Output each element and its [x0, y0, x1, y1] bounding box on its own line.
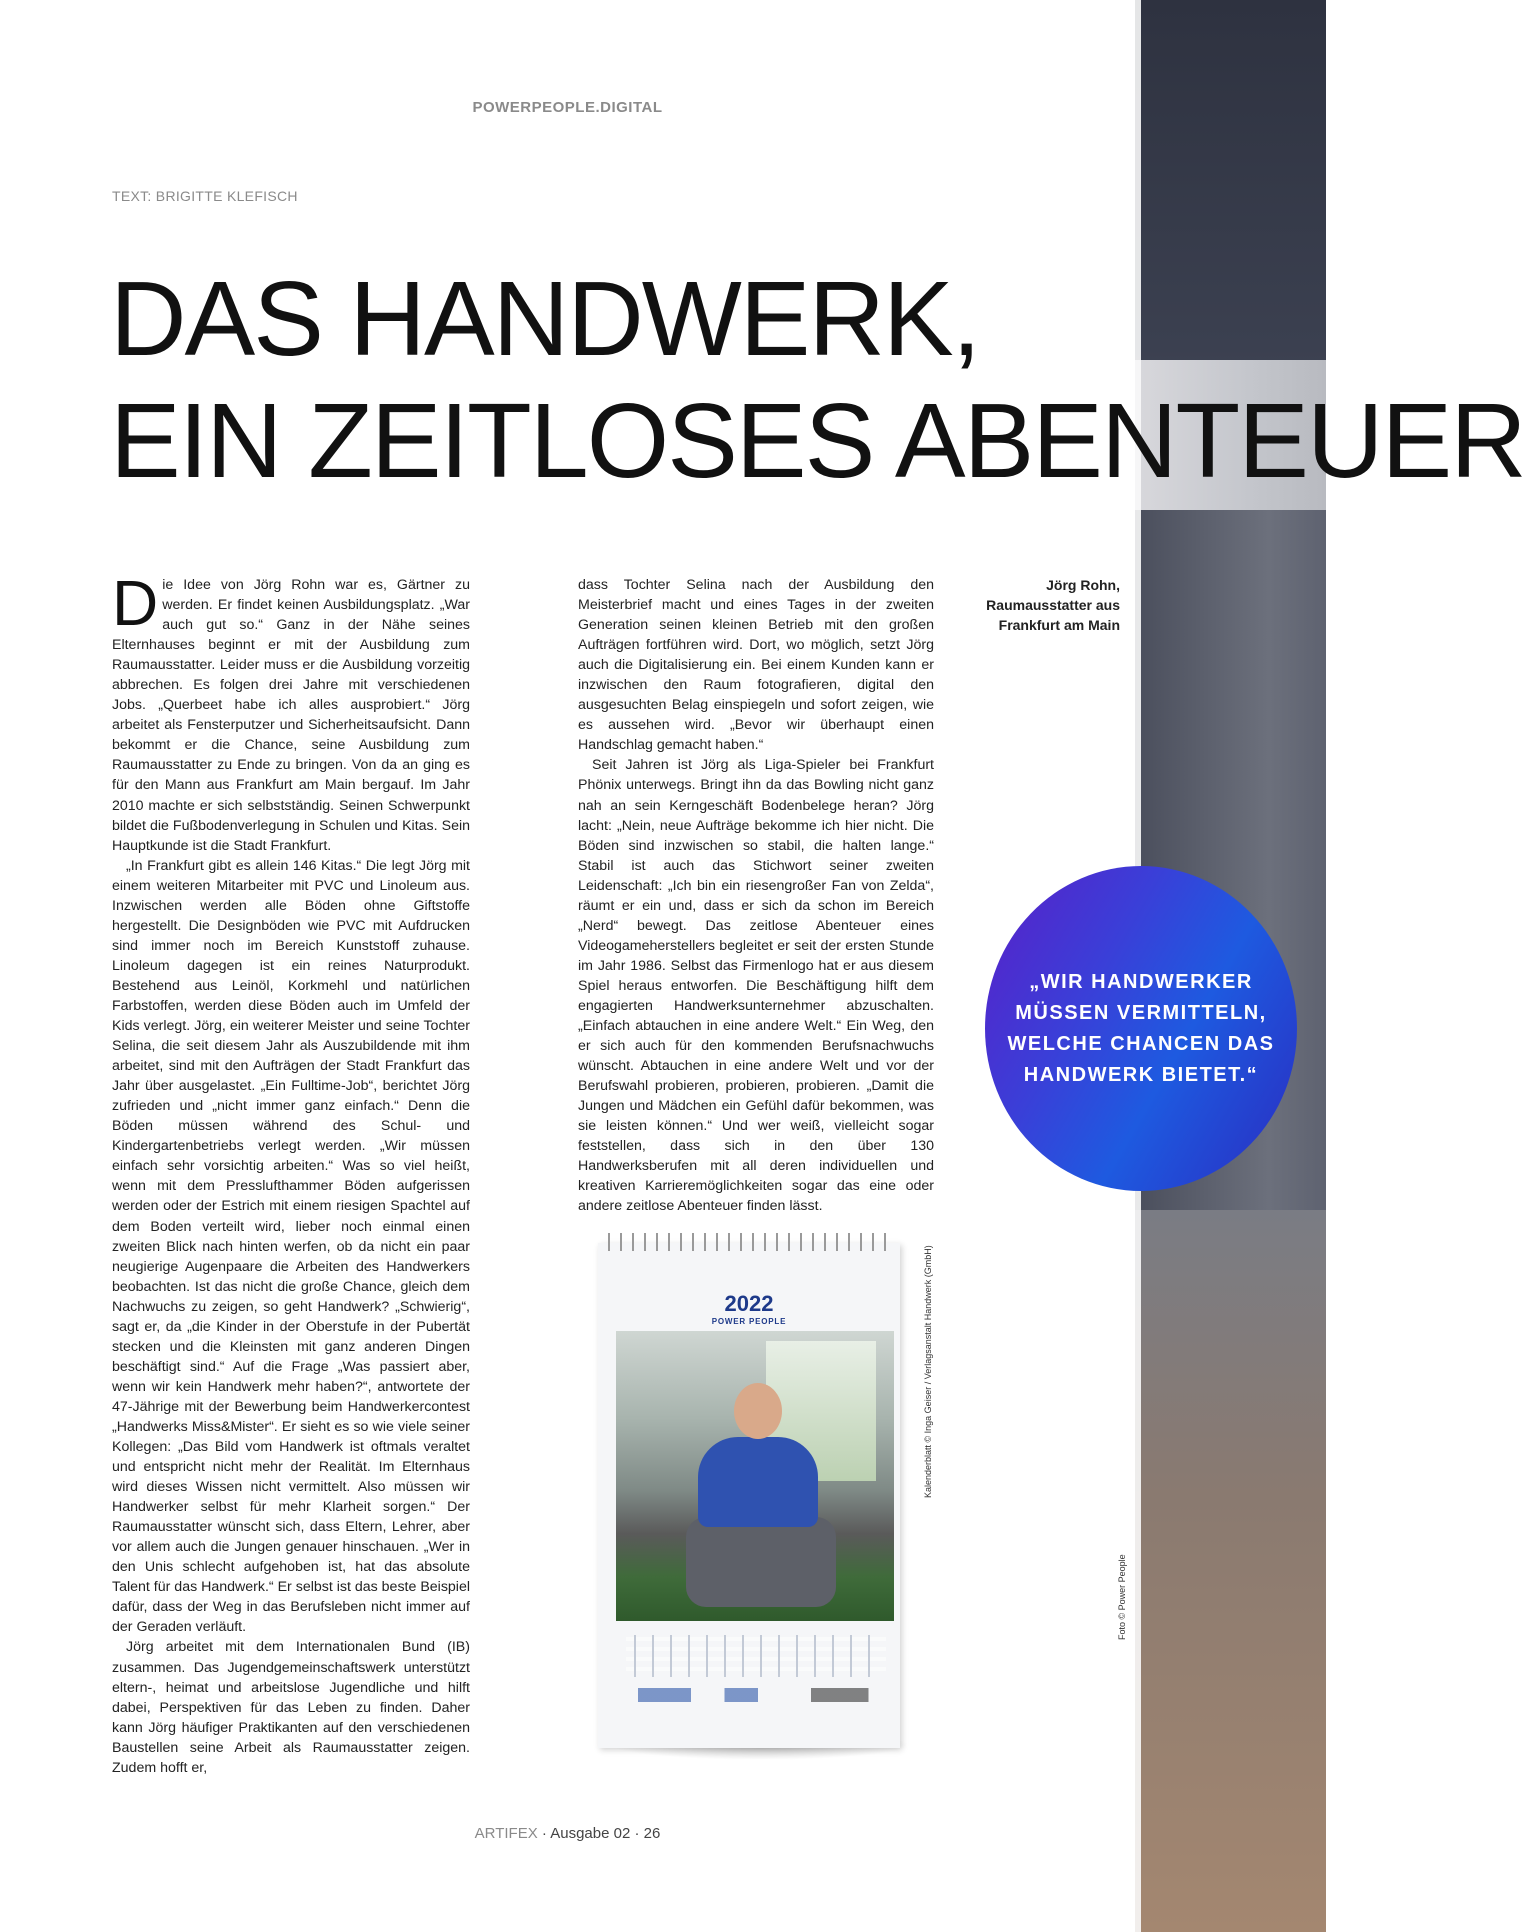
pull-quote-text: „WIR HANDWERKER MÜSSEN VERMITTELN, WELCHE CHANCEN DAS HANDWERK BIETET.“ — [1007, 970, 1275, 1086]
photo-person-head — [734, 1383, 782, 1439]
pull-quote — [985, 866, 1297, 1191]
article-column-1 — [112, 567, 471, 1778]
title-line-1: DAS HANDWERK, — [110, 260, 980, 378]
paragraph: Jörg arbeitet mit dem Internationalen Bund (IB) zusammen. Das Jugendgemeinschaftswerk unterstützt eltern-, heimat und arbeitslose Jugendliche und hilft dabei, Perspektiven für das Leben zu finden. Daher kann Jörg häufiger Praktikanten auf den verschiedenen Baustellen seine Arbeit als Raumausstatter zeigen. Zudem hofft er, — [112, 1639, 470, 1776]
caption-line: Frankfurt am Main — [998, 617, 1120, 633]
calendar-credit: Kalenderblatt © Inga Geiser / Verlagsanstalt Handwerk (GmbH) — [923, 1245, 933, 1498]
calendar-photo — [616, 1331, 894, 1621]
article-column-2 — [578, 575, 934, 1217]
page-footer — [0, 1825, 1135, 1842]
paragraph — [112, 567, 470, 856]
calendar-binding-rings — [602, 1233, 896, 1251]
photo-credit: Foto © Power People — [1117, 1554, 1127, 1640]
calendar-subtitle: POWER PEOPLE — [711, 1317, 787, 1326]
author-credit: TEXT: BRIGITTE KLEFISCH — [112, 188, 298, 204]
photo-person-body — [698, 1437, 818, 1527]
calendar-image — [590, 1225, 920, 1760]
dropcap: D — [112, 567, 159, 639]
calendar-year: 2022 — [724, 1291, 774, 1316]
photo-caption — [960, 575, 1120, 635]
caption-line: Raumausstatter aus — [986, 597, 1120, 613]
calendar-page — [598, 1243, 900, 1748]
paragraph: dass Tochter Selina nach der Ausbildung den Meisterbrief macht und eines Tages in der zweiten Generation seinen kleinen Betrieb mit den großen Aufträgen fortführen wird. Dort, wo möglich, setzt Jörg auch die Digitalisierung ein. Bei einem Kunden kann er inzwischen den Raum fotografieren, digital den ausgesuchten Belag einspiegeln und sofort zeigen, wie es aussehen wird. „Bevor wir überhaupt einen Handschlag gemacht haben.“ — [578, 577, 934, 754]
title-line-2: EIN ZEITLOSES ABENTEUER — [110, 382, 1525, 500]
publication-header: POWERPEOPLE.DIGITAL — [472, 99, 663, 116]
calendar-sponsor-logos — [638, 1688, 878, 1702]
footer-brand: ARTIFEX — [474, 1825, 538, 1842]
photo-person-legs — [686, 1517, 836, 1607]
calendar-month-grid — [626, 1635, 886, 1677]
footer-issue: · Ausgabe 02 · 26 — [537, 1825, 661, 1842]
paragraph: „In Frankfurt gibt es allein 146 Kitas.“ Die legt Jörg mit einem weiteren Mitarbeiter mit PVC und Linoleum aus. Inzwischen werden alle Böden ohne Giftstoffe hergestellt. Die Designböden wie PVC mit Aufdrucken sind immer noch im Bereich Kunststoff zuhause. Linoleum dagegen ist ein reines Naturprodukt. Bestehend aus Leinöl, Korkmehl und natürlichen Farbstoffen, werden diese Böden auch im Umfeld der Kids verlegt. Jörg, ein weiterer Meister und seine Tochter Selina, die seit diesem Jahr als Auszubildende mit ihm arbeitet, sind mit den Aufträgen der Stadt Frankfurt das Jahr über ausgelastet. „Ein Fulltime-Job“, berichtet Jörg zufrieden und „nicht immer ganz einfach.“ Denn die Böden müssen während des Schul- und Kindergartenbetriebs verlegt werden. „Wir müssen einfach sehr vorsichtig arbeiten.“ Was so viel heißt, wenn mit dem Presslufthammer Böden aufgerissen werden oder der Estrich mit einem riesigen Spachtel auf dem Boden verteilt wird, lieber noch einmal einen zweiten Blick nach hinten werfen, ob da nicht ein paar neugierige Augenpaare die Arbeiten des Handwerkers beobachten. Ist das nicht die große Chance, gleich dem Nachwuchs zu zeigen, so geht Handwerk? „Schwierig“, sagt er, da „die Kinder in der Oberstufe in der Pubertät stecken und die Kleinsten mit ganz anderen Dingen beschäftigt sind.“ Auf die Frage „Was passiert aber, wenn wir kein Handwerk mehr haben?“, antwortete der 47-Jährige mit der Bewerbung beim Handwerkercontest „Handwerks Miss&Mister“. Er sieht es so wie viele seiner Kollegen: „Das Bild vom Handwerk ist oftmals veraltet und entspricht nicht mehr der Realität. Im Elternhaus wird dieses Wissen nicht vermittelt. Also müssen wir Handwerker selbst für mehr Klarheit sorgen.“ Der Raumausstatter wünscht sich, dass Eltern, Lehrer, aber vor allem auch die Jungen genauer hinschauen. „Wer in den Unis schlecht aufgehoben ist, hat das absolute Talent für das Handwerk.“ Er selbst ist das beste Beispiel dafür, dass der Weg in das Berufsleben nicht immer auf der Geraden verläuft. — [112, 857, 471, 1636]
caption-line: Jörg Rohn, — [1046, 577, 1120, 593]
paragraph-text: ie Idee von Jörg Rohn war es, Gärtner zu werden. Er findet keinen Ausbildungsplatz. „War auch gut so.“ Ganz in der Nähe seines Elternhauses beginnt er mit der Ausbildung zum Raumausstatter. Leider muss er die Ausbildung vorzeitig abbrechen. Es folgen drei Jahre mit verschiedenen Jobs. „Querbeet habe ich alles ausprobiert.“ Jörg arbeitet als Fensterputzer und Sicherheitsaufsicht. Dann bekommt er die Chance, seine Ausbildung zum Raumausstatter zu Ende zu bringen. Von da an ging es für den Mann aus Frankfurt am Main bergauf. Im Jahr 2010 machte er sich selbstständig. Seinen Schwerpunkt bildet die Fußbodenverlegung in Schulen und Kitas. Sein Hauptkunde ist die Stadt Frankfurt. — [112, 577, 470, 854]
photo-floor — [1135, 1210, 1326, 1932]
paragraph: Seit Jahren ist Jörg als Liga-Spieler bei Frankfurt Phönix unterwegs. Bringt ihn da das Bowling nicht ganz nah an sein Kerngeschäft Bodenbelege heran? Jörg lacht: „Nein, neue Aufträge bekomme ich hier nicht. Die Böden sind inzwischen so stabil, die halten lange.“ Stabil ist auch das Stichwort seiner zweiten Leidenschaft: „Ich bin ein riesengroßer Fan von Zelda“, räumt er ein und, dass er sich da schon im Bereich „Nerd“ bewegt. Das zeitlose Abenteuer eines Videogameherstellers begleitet er seit der ersten Stunde im Jahr 1986. Selbst das Firmenlogo hat er aus diesem Spiel heraus entworfen. Die Beschäftigung hilft dem engagierten Handwerksunternehmer abzuschalten. „Einfach abtauchen in eine andere Welt.“ Ein Weg, den er sich auch für den kommenden Berufsnachwuchs wünscht. Abtauchen in eine andere Welt und vor der Berufswahl probieren, probieren, probieren. „Damit die Jungen und Mädchen ein Gefühl dafür bekommen, was sie leisten können.“ Und wer weiß, vielleicht sogar feststellen, dass sich in den über 130 Handwerksberufen mit all deren individuellen und kreativen Karrieremöglichkeiten sogar das eine oder andere zeitlose Abenteuer finden lässt. — [578, 757, 934, 1215]
article-title — [110, 258, 1525, 502]
